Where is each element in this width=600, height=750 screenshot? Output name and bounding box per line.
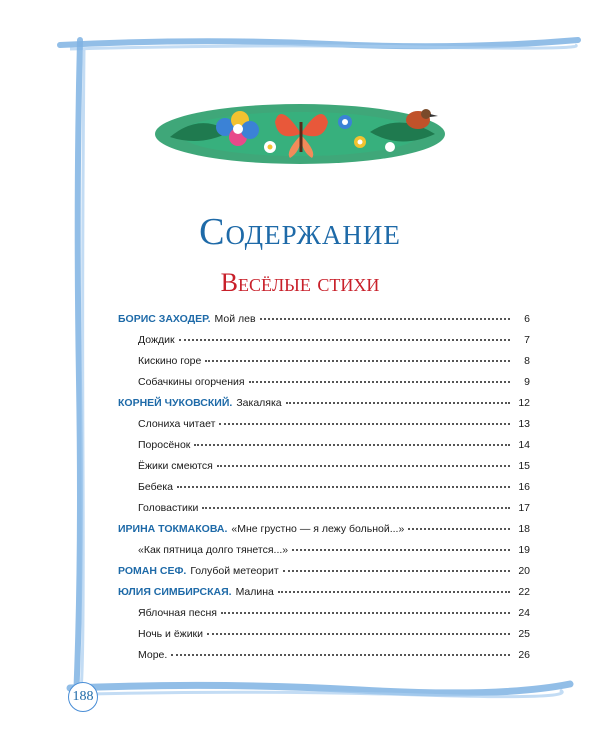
toc-page-number: 6 bbox=[524, 313, 530, 325]
toc-work-title: Мой лев bbox=[214, 313, 256, 325]
toc-page-number: 9 bbox=[524, 376, 530, 388]
toc-page-number: 24 bbox=[518, 607, 530, 619]
toc-row[interactable] bbox=[118, 565, 530, 586]
toc-author: ИРИНА ТОКМАКОВА. bbox=[118, 523, 228, 535]
toc-page-number: 19 bbox=[518, 544, 530, 556]
toc-row[interactable] bbox=[118, 481, 530, 502]
toc-work-title: Слониха читает bbox=[138, 418, 216, 430]
toc-page-number: 14 bbox=[518, 439, 530, 451]
toc-leader-dots bbox=[260, 318, 510, 320]
toc-work-title: Ёжики смеются bbox=[138, 460, 213, 472]
toc-leader-dots bbox=[217, 465, 510, 467]
toc-work-title: Головастики bbox=[138, 502, 199, 514]
table-of-contents bbox=[118, 313, 530, 670]
section-subtitle: Весёлые стихи bbox=[220, 268, 380, 297]
toc-leader-dots bbox=[408, 528, 510, 530]
toc-row[interactable] bbox=[118, 397, 530, 418]
toc-work-title: Яблочная песня bbox=[138, 607, 217, 619]
toc-leader-dots bbox=[221, 612, 510, 614]
toc-row[interactable] bbox=[118, 523, 530, 544]
toc-page-number: 25 bbox=[518, 628, 530, 640]
toc-work-title: Закаляка bbox=[236, 397, 282, 409]
toc-row[interactable] bbox=[118, 376, 530, 397]
toc-row[interactable] bbox=[118, 460, 530, 481]
toc-author: ЮЛИЯ СИМБИРСКАЯ. bbox=[118, 586, 232, 598]
toc-row[interactable] bbox=[118, 607, 530, 628]
toc-leader-dots bbox=[179, 339, 510, 341]
flower-butterfly-ornament bbox=[150, 92, 450, 172]
toc-work-title: Поросёнок bbox=[138, 439, 191, 451]
toc-work-title: Малина bbox=[235, 586, 274, 598]
toc-leader-dots bbox=[292, 549, 510, 551]
toc-page-number: 12 bbox=[518, 397, 530, 409]
toc-leader-dots bbox=[205, 360, 510, 362]
toc-row[interactable] bbox=[118, 334, 530, 355]
toc-work-title: Бебека bbox=[138, 481, 174, 493]
toc-leader-dots bbox=[177, 486, 510, 488]
toc-row[interactable] bbox=[118, 649, 530, 670]
toc-page-number: 13 bbox=[518, 418, 530, 430]
toc-author: БОРИС ЗАХОДЕР. bbox=[118, 313, 211, 325]
toc-row[interactable] bbox=[118, 586, 530, 607]
toc-page-number: 8 bbox=[524, 355, 530, 367]
toc-work-title: Ночь и ёжики bbox=[138, 628, 204, 640]
toc-leader-dots bbox=[194, 444, 510, 446]
toc-page-number: 26 bbox=[518, 649, 530, 661]
toc-row[interactable] bbox=[118, 313, 530, 334]
toc-page-number: 18 bbox=[518, 523, 530, 535]
toc-page-number: 20 bbox=[518, 565, 530, 577]
toc-row[interactable] bbox=[118, 544, 530, 565]
toc-work-title: «Мне грустно — я лежу больной...» bbox=[231, 523, 405, 535]
toc-leader-dots bbox=[202, 507, 510, 509]
toc-leader-dots bbox=[171, 654, 510, 656]
toc-work-title: Кискино горе bbox=[138, 355, 202, 367]
toc-work-title: Голубой метеорит bbox=[190, 565, 279, 577]
toc-leader-dots bbox=[278, 591, 510, 593]
toc-page-number: 17 bbox=[518, 502, 530, 514]
contents-title: Содержание bbox=[199, 211, 401, 253]
toc-work-title: Дождик bbox=[138, 334, 175, 346]
toc-work-title: «Как пятница долго тянется...» bbox=[138, 544, 289, 556]
toc-author: КОРНЕЙ ЧУКОВСКИЙ. bbox=[118, 397, 233, 409]
toc-row[interactable] bbox=[118, 628, 530, 649]
toc-author: РОМАН СЕФ. bbox=[118, 565, 187, 577]
toc-page-number: 7 bbox=[524, 334, 530, 346]
toc-row[interactable] bbox=[118, 502, 530, 523]
toc-page-number: 15 bbox=[518, 460, 530, 472]
toc-page-number: 22 bbox=[518, 586, 530, 598]
toc-work-title: Море. bbox=[138, 649, 168, 661]
toc-leader-dots bbox=[219, 423, 510, 425]
page-number: 188 bbox=[68, 682, 98, 712]
toc-row[interactable] bbox=[118, 439, 530, 460]
toc-row[interactable] bbox=[118, 418, 530, 439]
toc-row[interactable] bbox=[118, 355, 530, 376]
toc-leader-dots bbox=[207, 633, 510, 635]
toc-leader-dots bbox=[283, 570, 510, 572]
toc-leader-dots bbox=[249, 381, 510, 383]
toc-leader-dots bbox=[286, 402, 510, 404]
toc-work-title: Собачкины огорчения bbox=[138, 376, 245, 388]
toc-page-number: 16 bbox=[518, 481, 530, 493]
